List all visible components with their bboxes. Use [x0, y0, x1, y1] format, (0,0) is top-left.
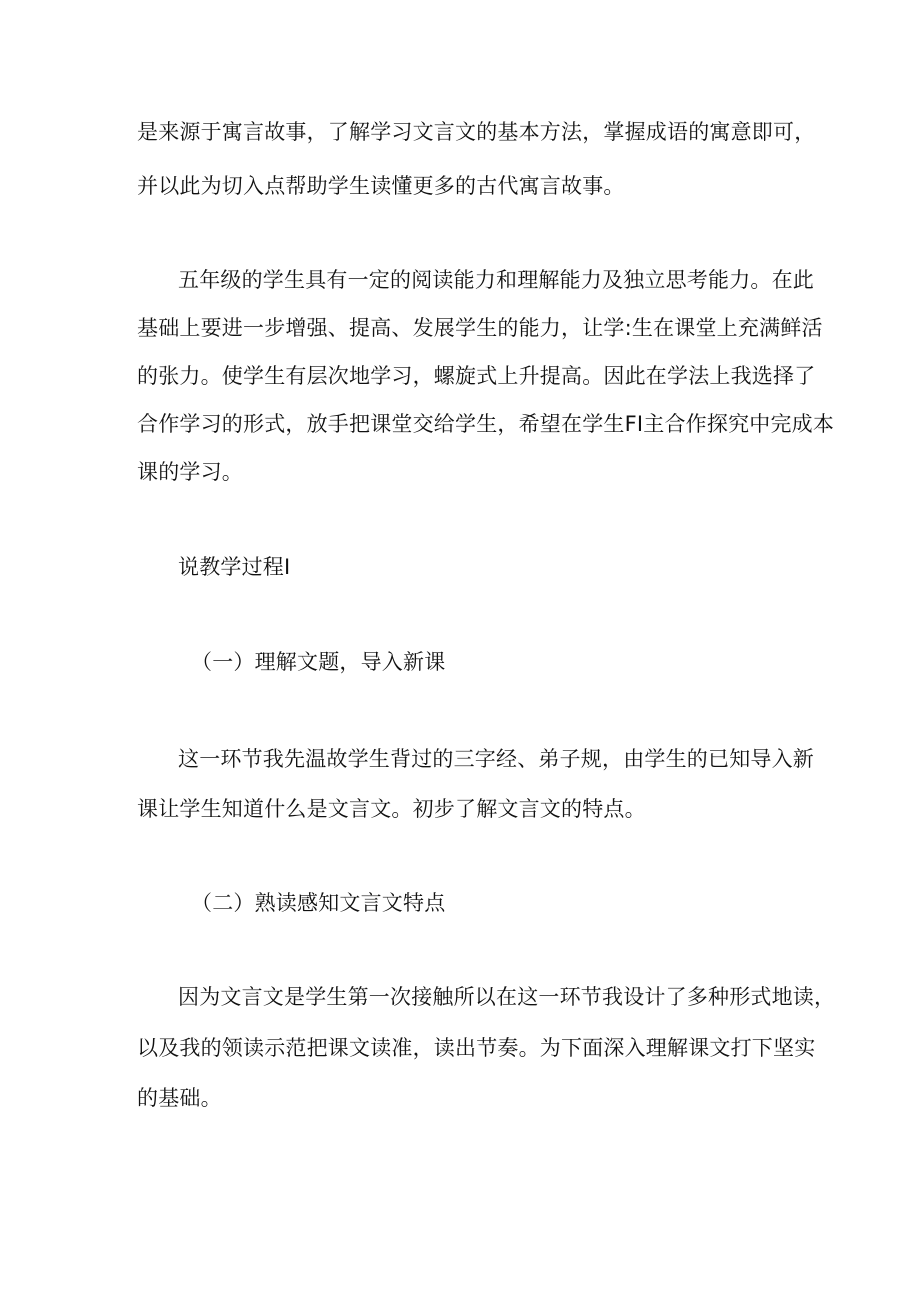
paragraph-2-line-1: 五年级的学生具有一定的阅读能力和理解能力及独立思考能力。在此: [178, 268, 814, 292]
paragraph-2-line-3: 的张力。使学生有层次地学习，螺旋式上升提高。因此在学法上我选择了: [137, 364, 816, 388]
subsection-1-heading: （一）理解文题，导入新课: [191, 650, 446, 674]
subsection-2-line-2: 以及我的领读示范把课文读准，读出节奏。为下面深入理解课文打下坚实: [137, 1036, 816, 1060]
paragraph-1-line-1: 是来源于寓言故事，了解学习文言文的基本方法，掌握成语的寓意即可，: [137, 120, 816, 144]
subsection-2-line-3: 的基础。: [137, 1086, 222, 1110]
subsection-2-heading: （二）熟读感知文言文特点: [191, 891, 446, 915]
section-heading: 说教学过程I: [178, 555, 291, 579]
subsection-2-line-1: 因为文言文是学生第一次接触所以在这一环节我设计了多种形式地读，: [178, 985, 836, 1009]
paragraph-2-line-2: 基础上要进一步增强、提高、发展学生的能力，让学:生在课堂上充满鲜活: [137, 316, 823, 340]
paragraph-2-line-4: 合作学习的形式，放手把课堂交给学生，希望在学生FI主合作探究中完成本: [137, 412, 835, 436]
subsection-1-line-1: 这一环节我先温故学生背过的三字经、弟子规，由学生的已知导入新: [178, 747, 814, 771]
paragraph-2-line-5: 课的学习。: [137, 460, 243, 484]
paragraph-1-line-2: 并以此为切入点帮助学生读懂更多的古代寓言故事。: [137, 174, 625, 198]
subsection-1-line-2: 课让学生知道什么是文言文。初步了解文言文的特点。: [137, 797, 646, 821]
